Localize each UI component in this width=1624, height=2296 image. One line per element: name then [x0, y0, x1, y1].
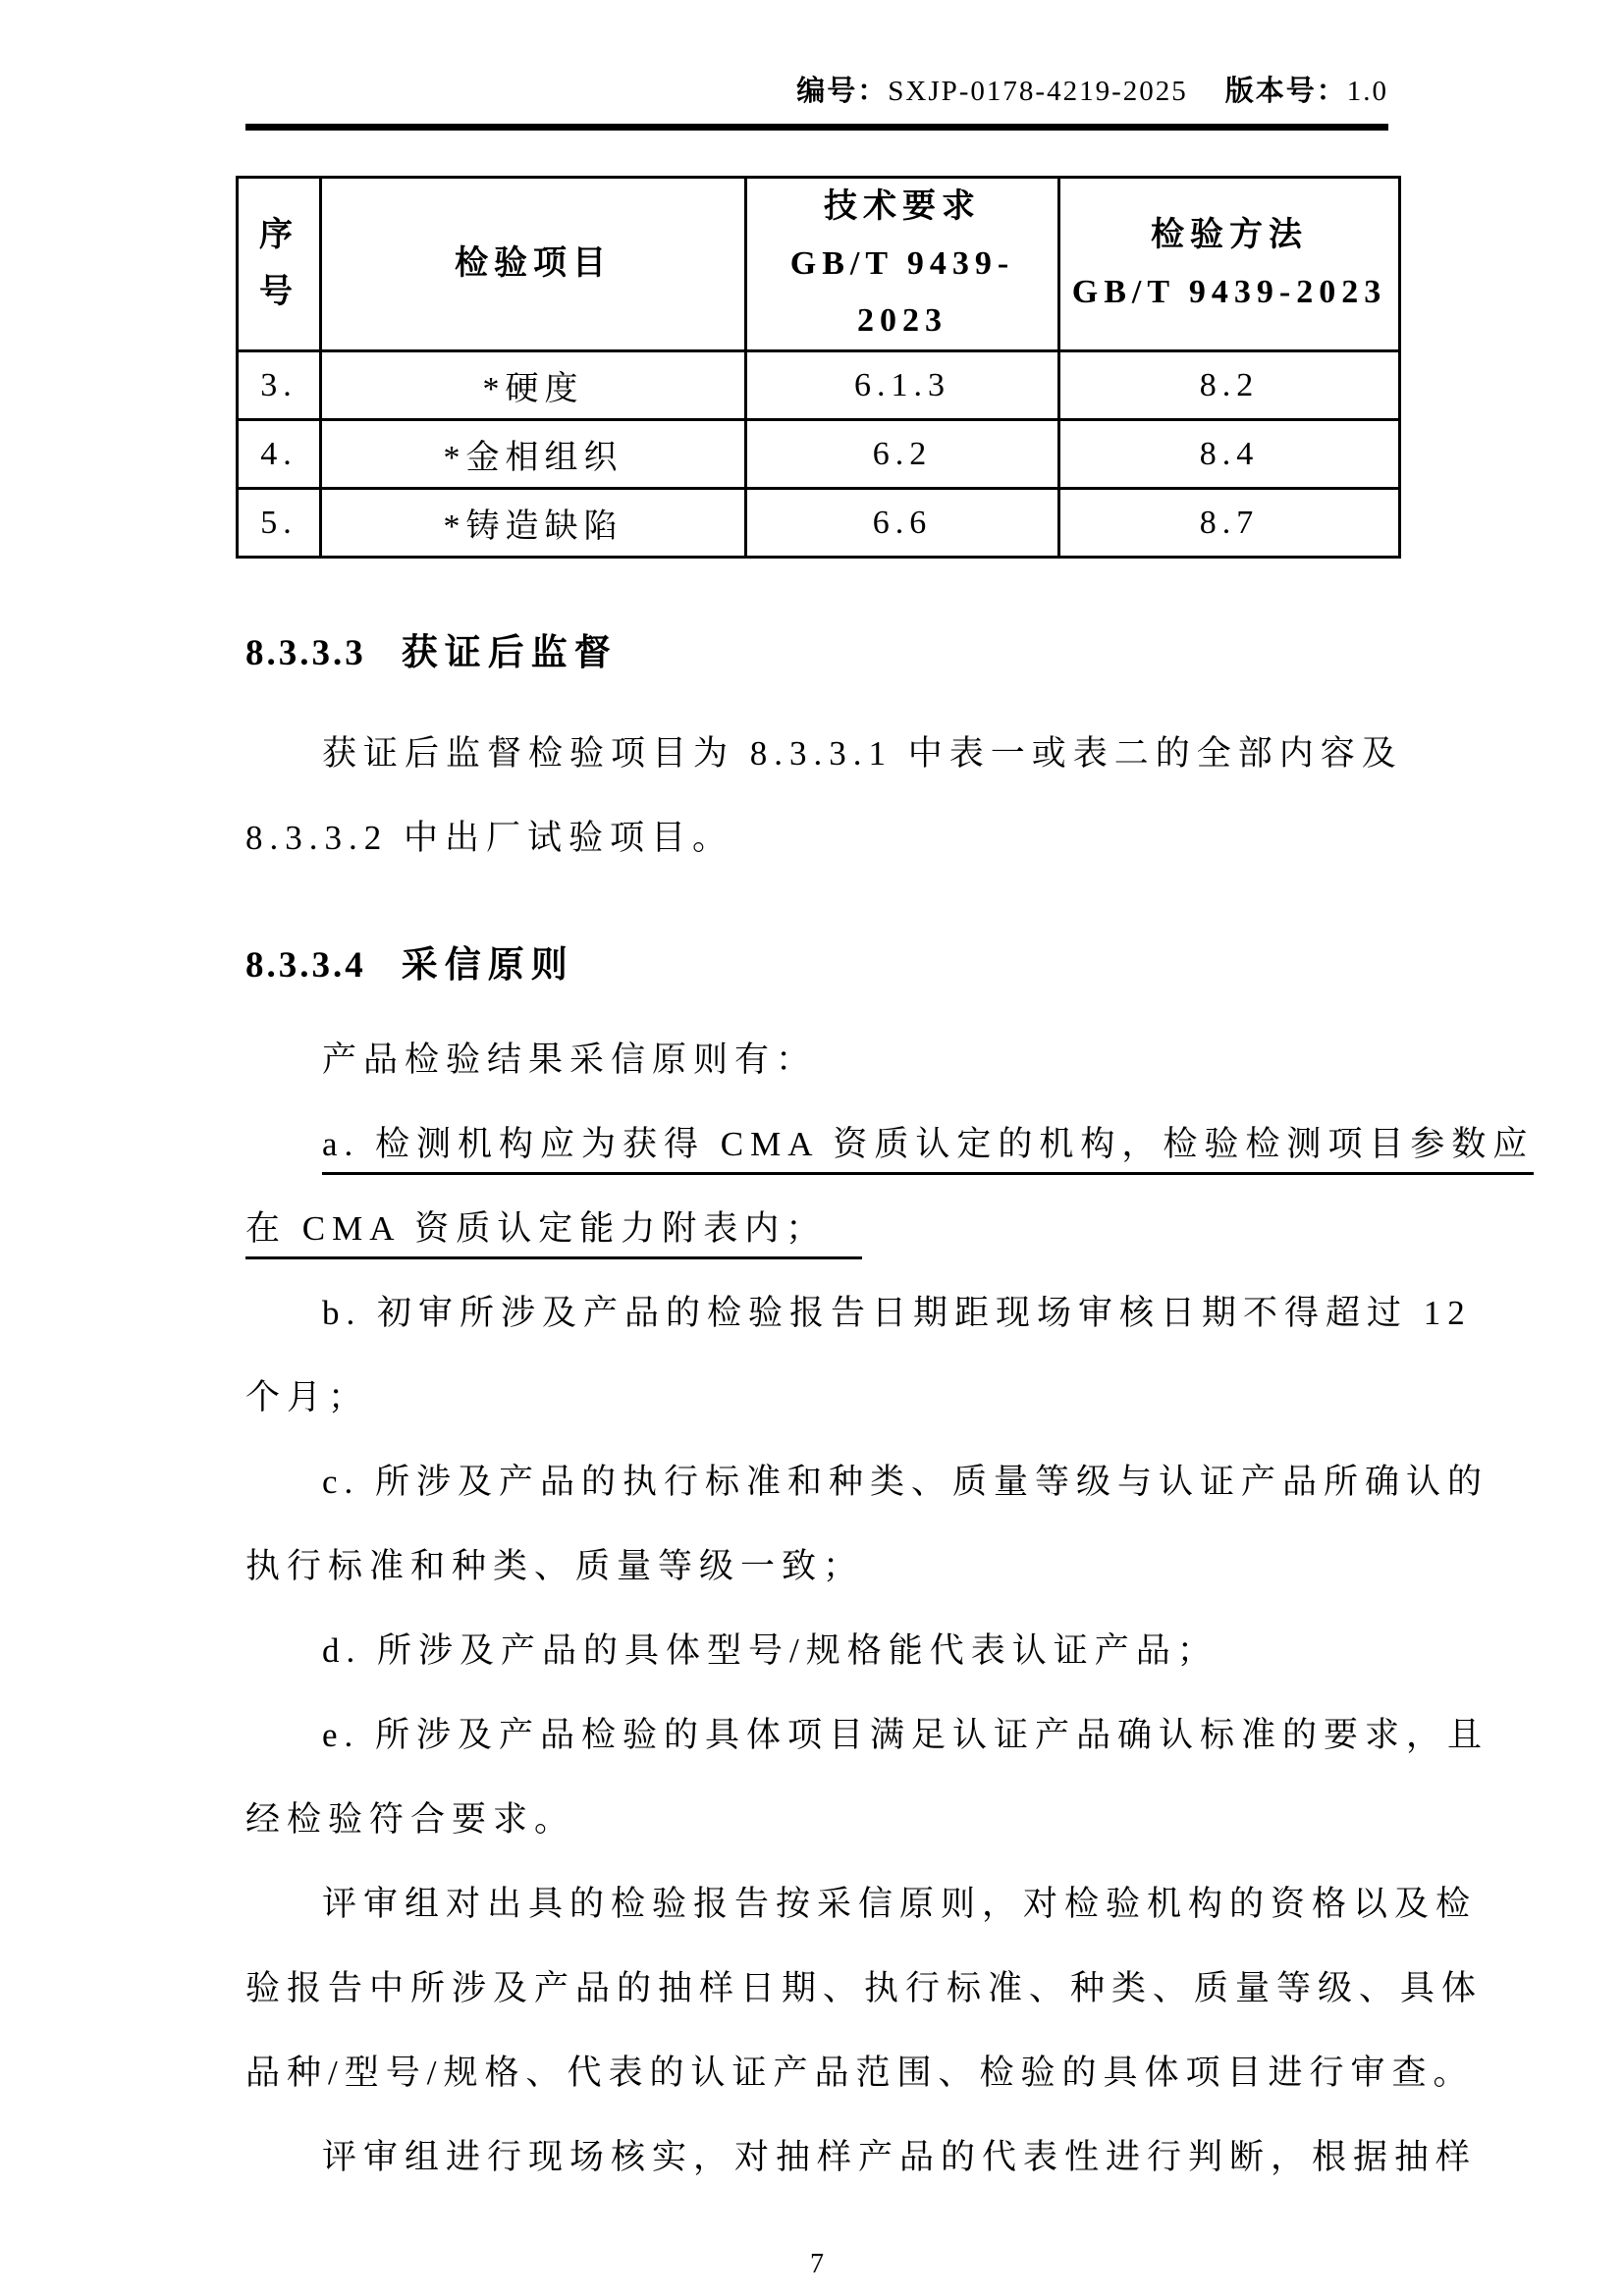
paragraph-line: 评审组对出具的检验报告按采信原则，对检验机构的资格以及检: [322, 1885, 1478, 1923]
list-item-c-line: 执行标准和种类、质量等级一致；: [245, 1547, 865, 1585]
doc-number-value: SXJP-0178-4219-2025: [888, 76, 1188, 107]
section-title: 采信原则: [401, 945, 574, 986]
cell-item: *金相组织: [321, 420, 746, 489]
cell-requirement: 6.2: [746, 420, 1059, 489]
section-number: 8.3.3.3: [245, 633, 366, 673]
paragraph-line: 品种/型号/规格、代表的认证产品范围、检验的具体项目进行审查。: [245, 2054, 1475, 2092]
cell-serial: 5.: [238, 489, 321, 558]
section-heading-8334: [245, 924, 1388, 1008]
cell-method: 8.2: [1059, 351, 1400, 420]
table-header-row: [238, 178, 1400, 351]
cell-requirement: 6.1.3: [746, 351, 1059, 420]
version-label: 版本号：: [1224, 76, 1347, 107]
list-item-b-line: 个月；: [245, 1378, 370, 1416]
cell-method: 8.7: [1059, 489, 1400, 558]
paragraph-line: 验报告中所涉及产品的抽样日期、执行标准、种类、质量等级、具体: [245, 1969, 1484, 2007]
table-row: [238, 489, 1400, 558]
cell-serial: 4.: [238, 420, 321, 489]
table-row: [238, 420, 1400, 489]
section-number: 8.3.3.4: [245, 945, 366, 986]
paragraph-line: 评审组进行现场核实，对抽样产品的代表性进行判断，根据抽样: [322, 2138, 1478, 2176]
section-heading-8333: [245, 612, 1388, 696]
paragraph-line: 8.3.3.2 中出厂试验项目。: [245, 819, 734, 857]
cell-item: *铸造缺陷: [321, 489, 746, 558]
cell-requirement: 6.6: [746, 489, 1059, 558]
cell-serial: 3.: [238, 351, 321, 420]
paragraph-line: 获证后监督检验项目为 8.3.3.1 中表一或表二的全部内容及: [322, 734, 1403, 773]
paragraph-line: 产品检验结果采信原则有：: [322, 1041, 818, 1079]
cell-item: *硬度: [321, 351, 746, 420]
inspection-items-table: [236, 176, 1401, 559]
list-item-a-line: 在 CMA 资质认定能力附表内；: [245, 1187, 1388, 1271]
list-item-a-line: a. 检测机构应为获得 CMA 资质认定的机构，检验检测项目参数应: [245, 1102, 1388, 1187]
section-title: 获证后监督: [401, 633, 618, 673]
col-header-item: 检验项目: [321, 178, 746, 351]
list-item-e-line: 经检验符合要求。: [245, 1800, 576, 1839]
page-number: 7: [810, 2249, 824, 2279]
doc-number-label: 编号：: [796, 76, 889, 107]
list-item-b-line: b. 初审所涉及产品的检验报告日期距现场审核日期不得超过 12: [322, 1294, 1472, 1332]
header-rule: [245, 124, 1388, 131]
list-item-e-line: e. 所涉及产品检验的具体项目满足认证产品确认标准的要求，且: [322, 1716, 1489, 1754]
cell-method: 8.4: [1059, 420, 1400, 489]
table-row: [238, 351, 1400, 420]
document-header: [245, 0, 1388, 112]
col-header-requirement: 技术要求 GB/T 9439-2023: [746, 178, 1059, 351]
list-item-d-line: d. 所涉及产品的具体型号/规格能代表认证产品；: [322, 1631, 1218, 1670]
col-header-method: 检验方法 GB/T 9439-2023: [1059, 178, 1400, 351]
list-item-c-line: c. 所涉及产品的执行标准和种类、质量等级与认证产品所确认的: [322, 1463, 1489, 1501]
version-value: 1.0: [1346, 76, 1388, 107]
col-header-serial: 序 号: [238, 178, 321, 351]
